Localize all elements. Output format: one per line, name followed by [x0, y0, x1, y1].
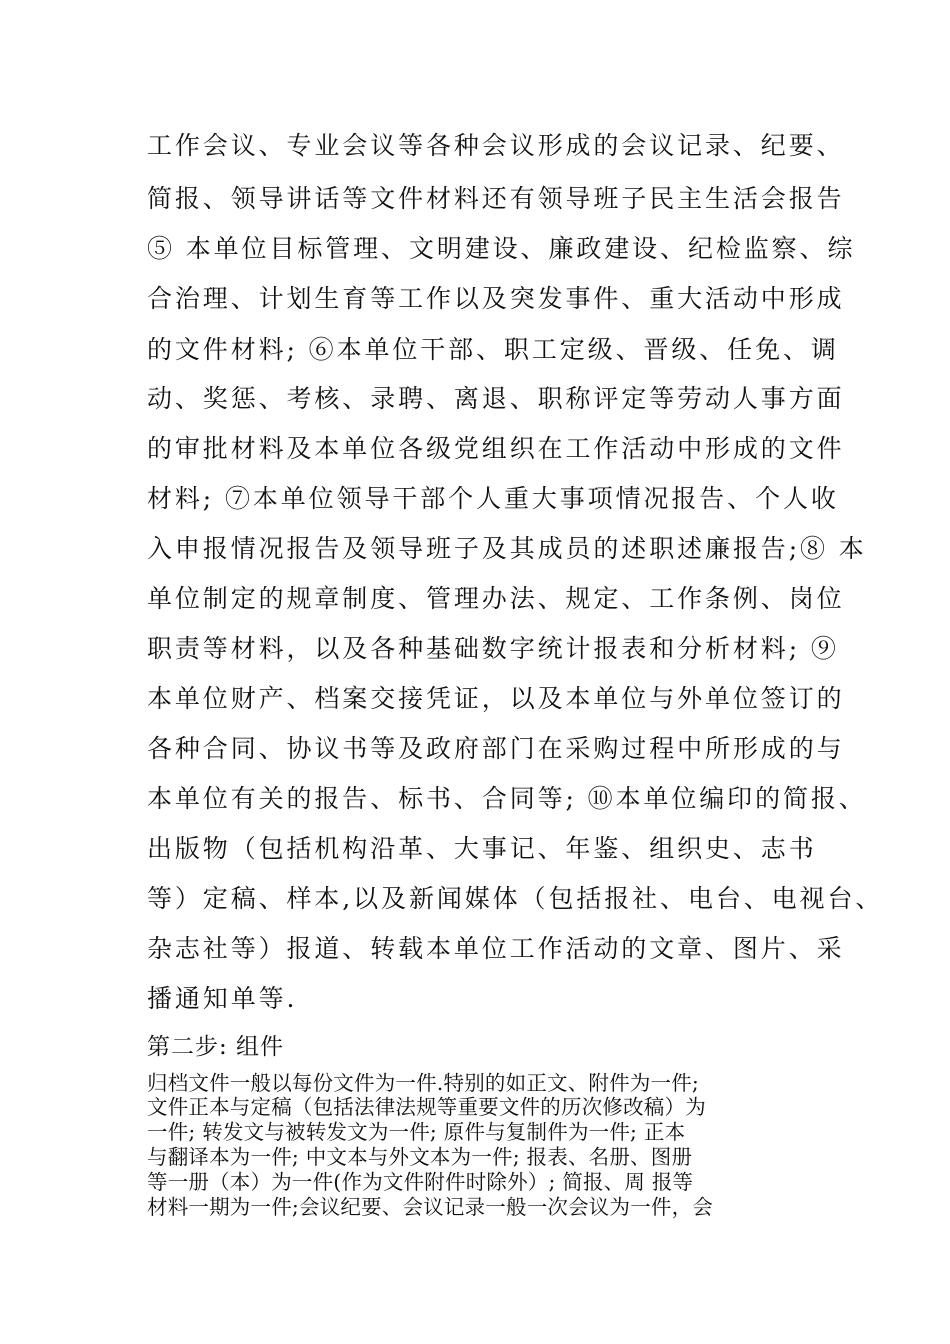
paragraph-line: 动、奖惩、考核、录聘、离退、职称评定等劳动人事方面: [147, 384, 845, 413]
paragraph-line: 本单位财产、档案交接凭证，以及本单位与外单位签订的: [147, 684, 845, 713]
paragraph-line: 等一册（本）为一件(作为文件附件时除外）; 简报、周 报等: [147, 1170, 694, 1194]
paragraph-line: 入申报情况报告及领导班子及其成员的述职述廉报告;⑧ 本: [147, 534, 867, 563]
paragraph-line: 材料一期为一件;会议纪要、会议记录一般一次会议为一件，会: [147, 1195, 714, 1219]
paragraph-line: 一件; 转发文与被转发文为一件; 原件与复制件为一件; 正本: [147, 1120, 686, 1144]
paragraph-line: 等）定稿、样本,以及新闻媒体（包括报社、电台、电视台、: [147, 884, 884, 913]
paragraph-line: 杂志社等）报道、转载本单位工作活动的文章、图片、采: [147, 934, 845, 963]
paragraph-line: 材料; ⑦本单位领导干部个人重大事项情况报告、个人收: [147, 484, 839, 513]
paragraph-line: 职责等材料，以及各种基础数字统计报表和分析材料; ⑨: [147, 634, 839, 663]
paragraph-line: 单位制定的规章制度、管理办法、规定、工作条例、岗位: [147, 584, 845, 613]
paragraph-line: ⑤ 本单位目标管理、文明建设、廉政建设、纪检监察、综: [147, 234, 856, 263]
paragraph-line: 合治理、计划生育等工作以及突发事件、重大活动中形成: [147, 284, 845, 313]
paragraph-line: 出版物（包括机构沿革、大事记、年鉴、组织史、志书: [147, 834, 817, 863]
paragraph-line: 的审批材料及本单位各级党组织在工作活动中形成的文件: [147, 434, 845, 463]
paragraph-line: 归档文件一般以每份文件为一件.特别的如正文、附件为一件;: [147, 1071, 700, 1095]
paragraph-line: 与翻译本为一件; 中文本与外文本为一件; 报表、名册、图册: [147, 1145, 693, 1169]
paragraph-line: 各种合同、协议书等及政府部门在采购过程中所形成的与: [147, 734, 845, 763]
paragraph-line: 简报、领导讲话等文件材料还有领导班子民主生活会报告: [147, 184, 845, 213]
paragraph-line: 工作会议、专业会议等各种会议形成的会议记录、纪要、: [147, 131, 845, 160]
section-heading: 第二步: 组件: [147, 1034, 285, 1060]
paragraph-line: 的文件材料; ⑥本单位干部、职工定级、晋级、任免、调: [147, 335, 839, 364]
paragraph-line: 播通知单等.: [147, 984, 298, 1013]
paragraph-line: 文件正本与定稿（包括法律法规等重要文件的历次修改稿）为: [147, 1095, 706, 1119]
paragraph-line: 本单位有关的报告、标书、合同等; ⑩本单位编印的简报、: [147, 784, 867, 813]
